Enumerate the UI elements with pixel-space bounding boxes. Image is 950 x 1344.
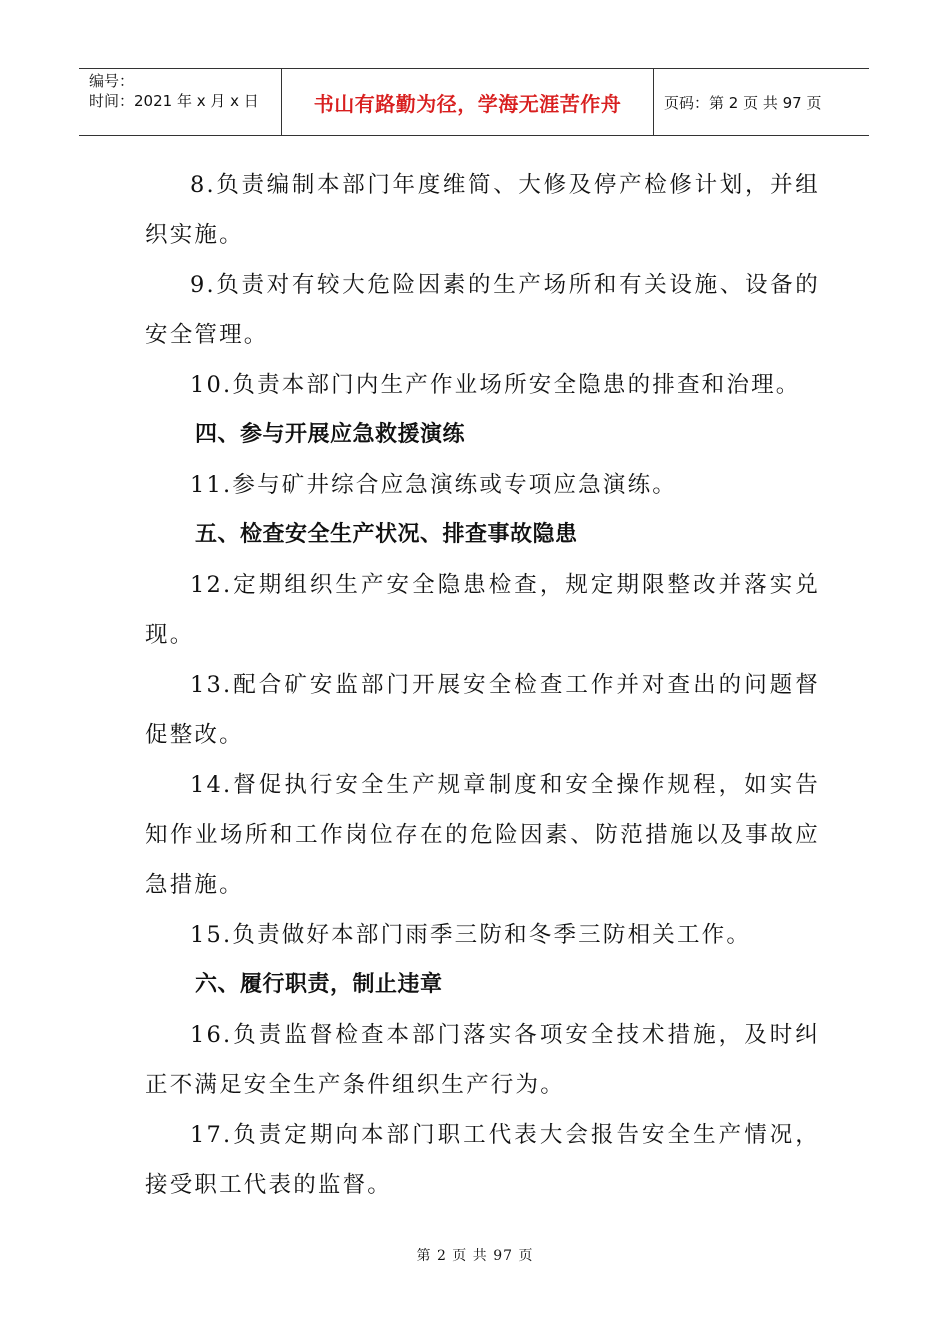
header-page-cell [654,69,869,135]
header-motto: 书山有路勤为径，学海无涯苦作舟 [313,91,622,116]
paragraph-11: 11.参与矿井综合应急演练或专项应急演练。 [190,472,677,498]
paragraph-13: 13.配合矿安监部门开展安全检查工作并对查出的问题督促整改。 [145,672,820,748]
footer-page-number: 第 2 页 共 97 页 [416,1248,534,1264]
section-heading-4: 四、参与开展应急救援演练 [195,422,466,447]
paragraph-8: 8.负责编制本部门年度维简、大修及停产检修计划，并组织实施。 [145,172,820,248]
paragraph-10: 10.负责本部门内生产作业场所安全隐患的排查和治理。 [190,372,801,398]
header-motto-cell [282,69,654,135]
paragraph-9: 9.负责对有较大危险因素的生产场所和有关设施、设备的安全管理。 [145,272,820,348]
paragraph-17: 17.负责定期向本部门职工代表大会报告安全生产情况，接受职工代表的监督。 [145,1122,820,1198]
document-date: 时间：2021 年 x 月 x 日 [89,92,259,110]
paragraph-12: 12.定期组织生产安全隐患检查，规定期限整改并落实兑现。 [145,572,820,648]
paragraph-16: 16.负责监督检查本部门落实各项安全技术措施，及时纠正不满足安全生产条件组织生产行为。 [145,1022,820,1098]
paragraph-15: 15.负责做好本部门雨季三防和冬季三防相关工作。 [190,922,752,948]
document-body [145,160,820,1210]
paragraph-14: 14.督促执行安全生产规章制度和安全操作规程，如实告知作业场所和工作岗位存在的危险因素、防范措施以及事故应急措施。 [145,772,820,898]
page-header [79,68,869,136]
header-meta-cell [79,69,282,135]
header-page-info: 页码：第 2 页 共 97 页 [664,93,822,112]
document-number-label: 编号： [89,72,135,90]
page-footer [0,1245,950,1265]
section-heading-6: 六、履行职责，制止违章 [195,972,443,997]
section-heading-5: 五、检查安全生产状况、排查事故隐患 [195,522,578,547]
